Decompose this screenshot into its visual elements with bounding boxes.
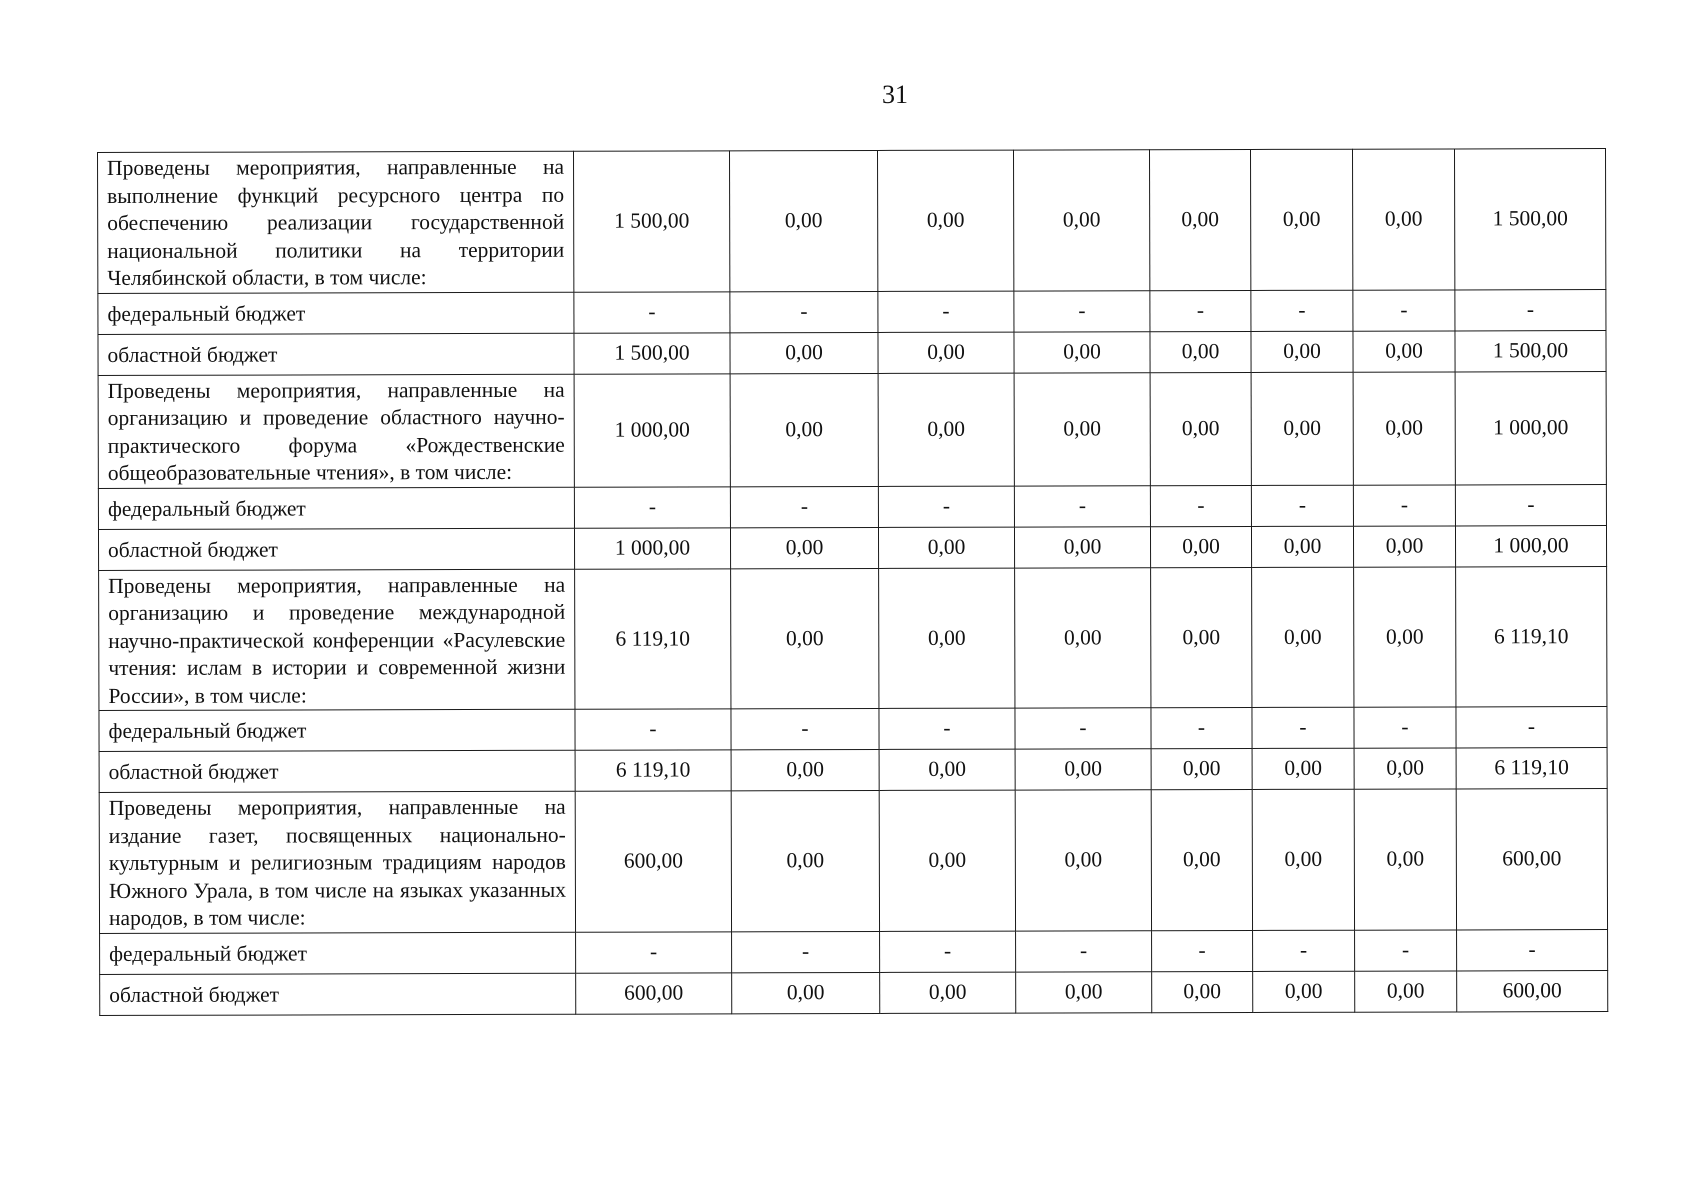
amount-cell: -	[1150, 290, 1251, 331]
amount-cell: 1 500,00	[573, 151, 729, 292]
total-cell: 6 119,10	[1456, 566, 1607, 707]
total-cell: 1 000,00	[1455, 525, 1606, 566]
amount-cell: -	[1251, 485, 1353, 526]
table-row-source	[98, 289, 1606, 334]
table-row-activity	[99, 789, 1607, 933]
amount-cell: 0,00	[729, 150, 877, 291]
amount-cell: -	[1353, 484, 1455, 525]
amount-cell: 1 000,00	[574, 373, 730, 486]
funding-source-label: областной бюджет	[100, 973, 576, 1015]
amount-cell: -	[878, 486, 1014, 527]
amount-cell: -	[880, 931, 1016, 972]
table-row-activity	[98, 149, 1606, 293]
table-row-activity	[99, 566, 1607, 710]
amount-cell: 0,00	[730, 527, 878, 568]
amount-cell: 0,00	[879, 790, 1015, 931]
funding-source-label: федеральный бюджет	[100, 932, 576, 974]
amount-cell: 0,00	[1352, 149, 1454, 290]
amount-cell: -	[1152, 930, 1253, 971]
amount-cell: 0,00	[730, 332, 878, 373]
amount-cell: -	[732, 931, 880, 972]
total-cell: 6 119,10	[1456, 748, 1607, 789]
amount-cell: 0,00	[730, 373, 878, 486]
amount-cell: 0,00	[731, 790, 879, 931]
amount-cell: 0,00	[879, 749, 1015, 790]
table-row-source	[100, 970, 1608, 1015]
amount-cell: 0,00	[1253, 971, 1355, 1012]
amount-cell: 0,00	[1151, 789, 1252, 930]
amount-cell: 1 500,00	[574, 332, 730, 373]
activity-description: Проведены мероприятия, направленные на издание газет, посвященных национально-культурным и религиозным традициям народов Южного Урала, в том числе на языках указанных народов, в том числе:	[99, 791, 575, 933]
amount-cell: 0,00	[1353, 525, 1455, 566]
amount-cell: -	[574, 486, 730, 527]
amount-cell: -	[1016, 930, 1152, 971]
amount-cell: 0,00	[731, 749, 879, 790]
amount-cell: -	[731, 708, 879, 749]
amount-cell: -	[1251, 290, 1353, 331]
total-cell: -	[1455, 484, 1606, 525]
activity-description: Проведены мероприятия, направленные на организацию и проведение международной научно-практической конференции «Расулевские чтения: ислам в истории и современной жизни России», в том числе:	[99, 569, 575, 711]
amount-cell: -	[1014, 485, 1150, 526]
amount-cell: 6 119,10	[575, 750, 731, 791]
table-row-activity	[98, 371, 1606, 488]
total-cell: -	[1457, 929, 1608, 970]
total-cell: 600,00	[1457, 970, 1608, 1011]
amount-cell: -	[1253, 930, 1355, 971]
table-row-source	[99, 748, 1607, 793]
amount-cell: 0,00	[1150, 372, 1251, 485]
table-row-source	[98, 525, 1606, 570]
amount-cell: 1 000,00	[574, 527, 730, 568]
amount-cell: 0,00	[732, 972, 880, 1013]
amount-cell: 0,00	[1149, 149, 1250, 290]
funding-source-label: федеральный бюджет	[98, 487, 574, 529]
amount-cell: -	[574, 291, 730, 332]
amount-cell: 0,00	[1354, 748, 1456, 789]
amount-cell: 0,00	[1014, 331, 1150, 372]
amount-cell: 600,00	[575, 791, 731, 932]
amount-cell: 0,00	[877, 150, 1013, 291]
amount-cell: 0,00	[1355, 970, 1457, 1011]
amount-cell: 0,00	[1015, 749, 1151, 790]
amount-cell: 0,00	[1151, 567, 1252, 708]
amount-cell: 0,00	[1151, 748, 1252, 789]
amount-cell: -	[879, 708, 1015, 749]
amount-cell: 0,00	[1014, 526, 1150, 567]
amount-cell: -	[1014, 290, 1150, 331]
amount-cell: 0,00	[1251, 372, 1353, 485]
total-cell: -	[1455, 289, 1606, 330]
budget-table	[97, 148, 1608, 1015]
amount-cell: -	[1015, 708, 1151, 749]
amount-cell: 6 119,10	[575, 568, 731, 709]
total-cell: 1 500,00	[1454, 149, 1605, 290]
amount-cell: 0,00	[1251, 331, 1353, 372]
amount-cell: 0,00	[1252, 789, 1354, 930]
amount-cell: -	[576, 931, 732, 972]
total-cell: 1 500,00	[1455, 330, 1606, 371]
amount-cell: 0,00	[879, 568, 1015, 709]
table-body	[98, 149, 1608, 1015]
amount-cell: 600,00	[576, 972, 732, 1013]
amount-cell: -	[1150, 485, 1251, 526]
amount-cell: -	[1353, 289, 1455, 330]
amount-cell: -	[1355, 929, 1457, 970]
amount-cell: -	[730, 291, 878, 332]
amount-cell: 0,00	[1251, 526, 1353, 567]
table-row-source	[99, 707, 1607, 752]
amount-cell: -	[730, 486, 878, 527]
amount-cell: -	[1151, 707, 1252, 748]
amount-cell: -	[575, 709, 731, 750]
amount-cell: -	[1252, 707, 1354, 748]
amount-cell: 0,00	[1152, 971, 1253, 1012]
amount-cell: 0,00	[1016, 971, 1152, 1012]
total-cell: 600,00	[1456, 789, 1607, 930]
amount-cell: 0,00	[878, 373, 1014, 486]
total-cell: -	[1456, 707, 1607, 748]
table-row-source	[98, 484, 1606, 529]
amount-cell: 0,00	[1015, 790, 1151, 931]
funding-source-label: областной бюджет	[98, 528, 574, 570]
amount-cell: 0,00	[878, 332, 1014, 373]
amount-cell: 0,00	[731, 568, 879, 709]
amount-cell: 0,00	[1353, 330, 1455, 371]
amount-cell: 0,00	[1354, 789, 1456, 930]
total-cell: 1 000,00	[1455, 371, 1606, 484]
table-row-source	[98, 330, 1606, 375]
funding-source-label: областной бюджет	[98, 333, 574, 375]
funding-source-label: областной бюджет	[99, 750, 575, 792]
amount-cell: 0,00	[1150, 331, 1251, 372]
amount-cell: 0,00	[1150, 526, 1251, 567]
amount-cell: 0,00	[1013, 150, 1149, 291]
amount-cell: 0,00	[1252, 748, 1354, 789]
activity-description: Проведены мероприятия, направленные на организацию и проведение областного научно-практического форума «Рождественские общеобразовательные чтения», в том числе:	[98, 374, 574, 488]
amount-cell: 0,00	[878, 527, 1014, 568]
amount-cell: 0,00	[1354, 566, 1456, 707]
amount-cell: 0,00	[1014, 372, 1150, 485]
funding-source-label: федеральный бюджет	[98, 292, 574, 334]
amount-cell: -	[1354, 707, 1456, 748]
amount-cell: 0,00	[880, 972, 1016, 1013]
table-row-source	[100, 929, 1608, 974]
amount-cell: 0,00	[1015, 567, 1151, 708]
amount-cell: 0,00	[1250, 149, 1352, 290]
page-number: 31	[882, 80, 908, 109]
amount-cell: -	[878, 291, 1014, 332]
amount-cell: 0,00	[1252, 567, 1354, 708]
activity-description: Проведены мероприятия, направленные на выполнение функций ресурсного центра по обеспечению реализации государственной национальной политики на территории Челябинской области, в том числе:	[98, 151, 574, 293]
funding-source-label: федеральный бюджет	[99, 709, 575, 751]
amount-cell: 0,00	[1353, 371, 1455, 484]
